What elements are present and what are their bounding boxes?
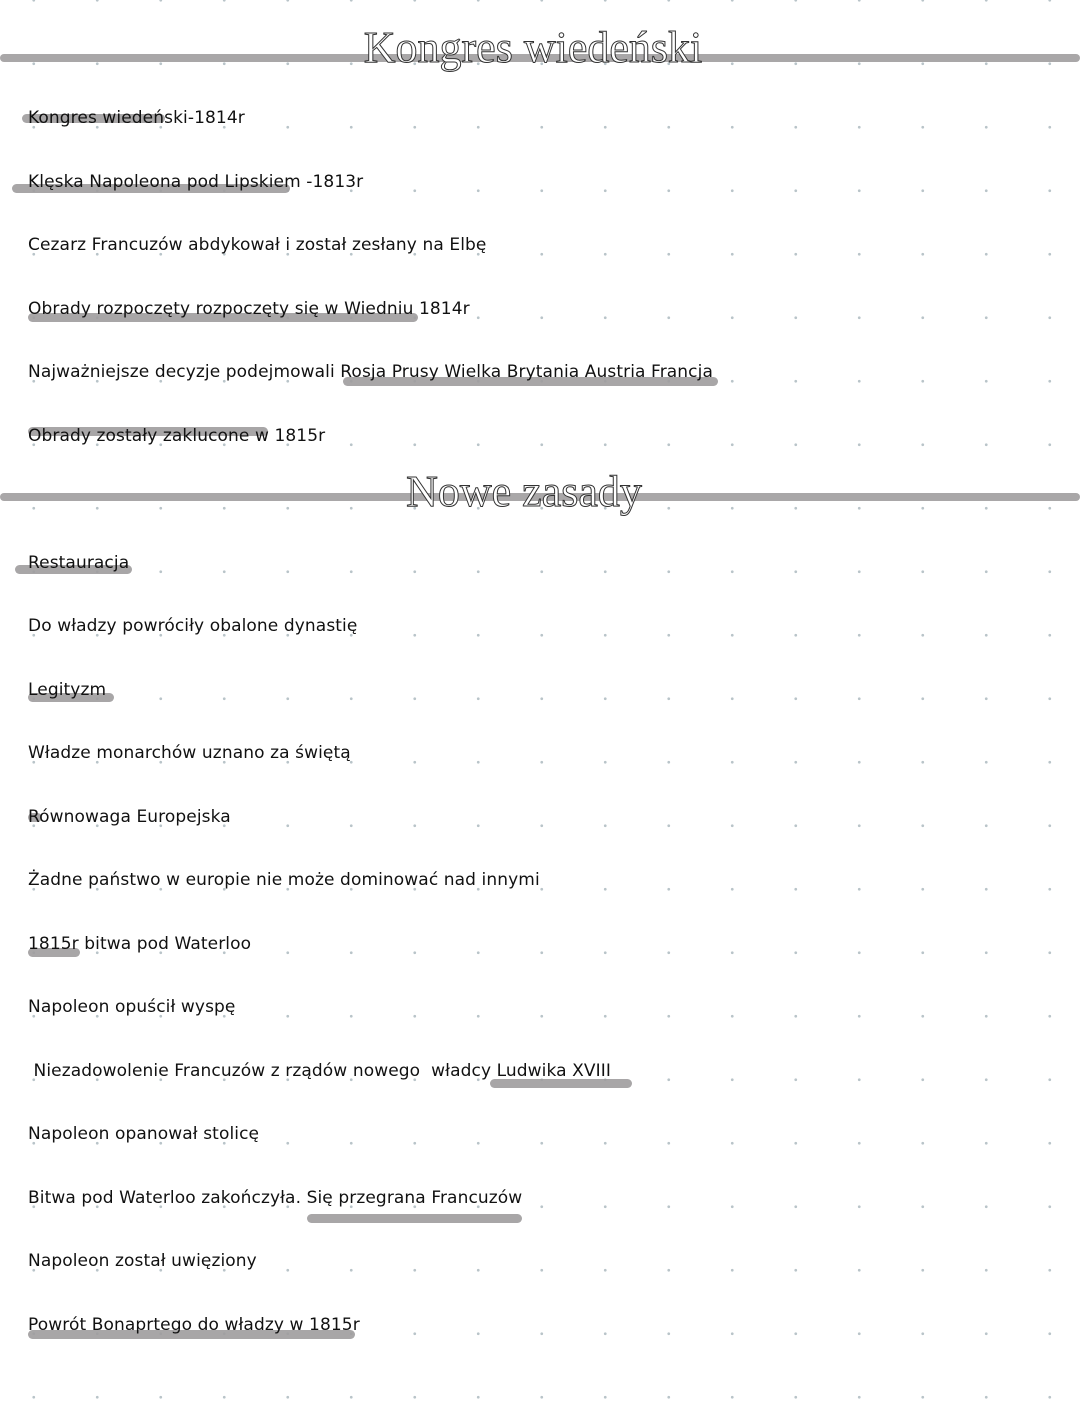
note-line: Legityzm	[28, 680, 107, 700]
highlight	[307, 1214, 522, 1223]
note-line: Klęska Napoleona pod Lipskiem -1813r	[28, 172, 364, 192]
note-line: Bitwa pod Waterloo zakończyła. Się przegrana Francuzów	[28, 1188, 523, 1208]
section-title: Kongres wiedeński	[363, 23, 703, 72]
note-line: Władze monarchów uznano za świętą	[28, 743, 351, 763]
note-line: Napoleon opuścił wyspę	[28, 997, 236, 1017]
note-line: Równowaga Europejska	[28, 807, 231, 827]
note-line: Napoleon został uwięziony	[28, 1251, 257, 1271]
note-line: Obrady zostały zaklucone w 1815r	[28, 426, 326, 446]
note-line: Napoleon opanował stolicę	[28, 1124, 260, 1144]
note-line: Obrady rozpoczęty rozpoczęty się w Wiedniu 1814r	[28, 299, 470, 319]
note-line: Kongres wiedeński-1814r	[28, 108, 245, 128]
note-line: 1815r bitwa pod Waterloo	[28, 934, 252, 954]
note-line: Niezadowolenie Francuzów z rządów nowego władcy Ludwika XVIII	[28, 1061, 611, 1081]
section-title: Nowe zasady	[406, 467, 642, 516]
note-line: Cezarz Francuzów abdykował i został zesłany na Elbę	[28, 235, 487, 255]
note-line: Powrót Bonaprtego do władzy w 1815r	[28, 1315, 360, 1335]
note-line: Najważniejsze decyzje podejmowali Rosja Prusy Wielka Brytania Austria Francja	[28, 362, 713, 382]
note-line: Żadne państwo w europie nie może dominować nad innymi	[28, 870, 540, 890]
note-line: Restauracja	[28, 553, 130, 573]
note-line: Do władzy powróciły obalone dynastię	[28, 616, 358, 636]
